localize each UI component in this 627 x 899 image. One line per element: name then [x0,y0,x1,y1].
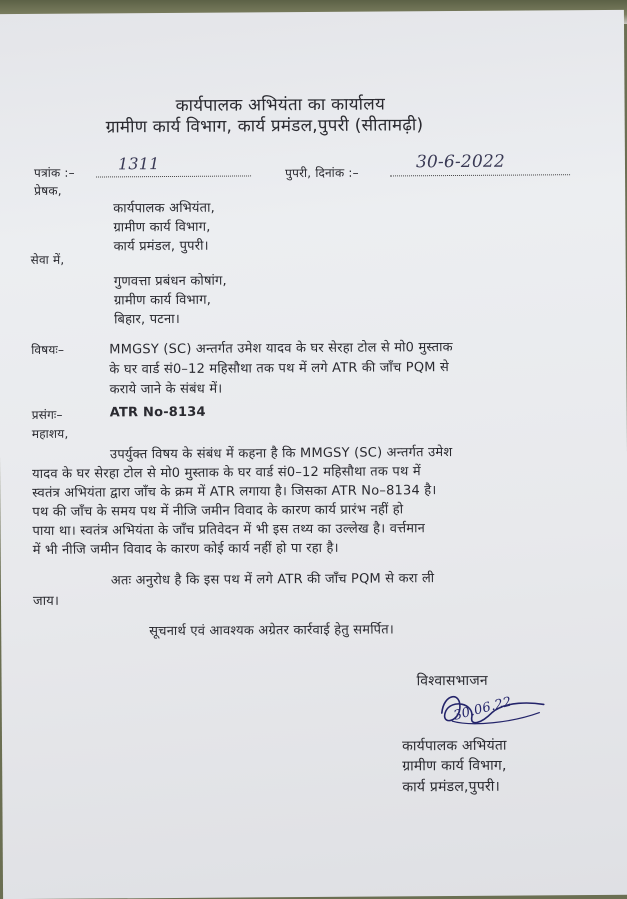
signatory-line-1: कार्यपालक अभियंता [401,737,507,755]
office-subtitle: ग्रामीण कार्य विभाग, कार्य प्रमंडल,पुपरी (सीतामढ़ी) [105,115,424,138]
date-dotted-line [390,174,570,176]
signature-date: 30.06.22 [451,694,514,724]
office-title: कार्यपालक अभियंता का कार्यालय [175,94,386,116]
recipient-line-1: गुणवत्ता प्रबंधन कोषांग, [113,273,227,290]
subject-line-3: कराये जाने के संबंध में। [109,381,223,398]
subject-label: विषयः– [31,342,65,357]
patrank-label: पत्रांक :– [33,165,75,180]
patrank-dotted-line [96,175,251,177]
patrank-value: 1311 [117,154,160,174]
para1-line-1: उपर्युक्त विषय के संबंध में कहना है कि MMGSY (SC) अन्तर्गत उमेश [109,445,453,463]
para1-line-3: स्वतंत्र अभियंता द्वारा जाँच के क्रम में ATR लगाया है। जिसका ATR No–8134 है। [32,483,437,501]
sender-label: प्रेषक, [34,183,62,198]
salutation: महाशय, [31,426,69,441]
subject-line-2: के घर वार्ड सं0–12 महिसौथा तक पथ में लगे ATR की जाँच PQM से [109,360,450,378]
recipient-line-3: बिहार, पटना। [114,311,180,328]
subject-line-1: MMGSY (SC) अन्तर्गत उमेश यादव के घर सेरहा टोल से मो0 मुस्ताक [109,340,453,358]
reference-value: ATR No-8134 [109,404,206,421]
recipient-line-2: ग्रामीण कार्य विभाग, [113,292,212,309]
recipient-label: सेवा में, [30,252,65,267]
para1-line-4: पथ की जाँच के समय पथ में नीजि जमीन विवाद के कारण कार्य प्रारंभ नहीं हो [32,502,404,520]
letter-page [0,10,627,899]
para3: सूचनार्थ एवं आवश्यक अग्रेतर कार्रवाई हेतु समर्पित। [149,622,394,640]
closing: विश्वासभाजन [416,672,488,690]
para1-line-6: में भी नीजि जमीन विवाद के कारण कोई कार्य नहीं हो पा रहा है। [32,540,339,558]
sender-line-1: कार्यपालक अभियंता, [113,200,216,217]
para1-line-2: यादव के घर सेरहा टोल से मो0 मुस्ताक के घर वार्ड सं0–12 महिसौथा तक पथ में [32,464,421,482]
signatory-line-2: ग्रामीण कार्य विभाग, [402,757,507,775]
para2-line-2: जाय। [32,593,60,609]
place-date-label: पुपरी, दिनांक :– [284,165,359,181]
para1-line-5: पाया था। स्वतंत्र अभियंता के जाँच प्रतिवेदन में भी इस तथ्य का उल्लेख है। वर्त्तमान [32,521,426,539]
signatory-line-3: कार्य प्रमंडल,पुपरी। [402,778,501,796]
reference-label: प्रसंगः– [31,407,63,422]
date-value: 30-6-2022 [415,151,506,173]
sender-line-2: ग्रामीण कार्य विभाग, [113,219,211,236]
sender-line-3: कार्य प्रमंडल, पुपरी। [113,238,209,255]
para2-line-1: अतः अनुरोध है कि इस पथ में लगे ATR की जाँच PQM से करा ली [110,571,435,589]
